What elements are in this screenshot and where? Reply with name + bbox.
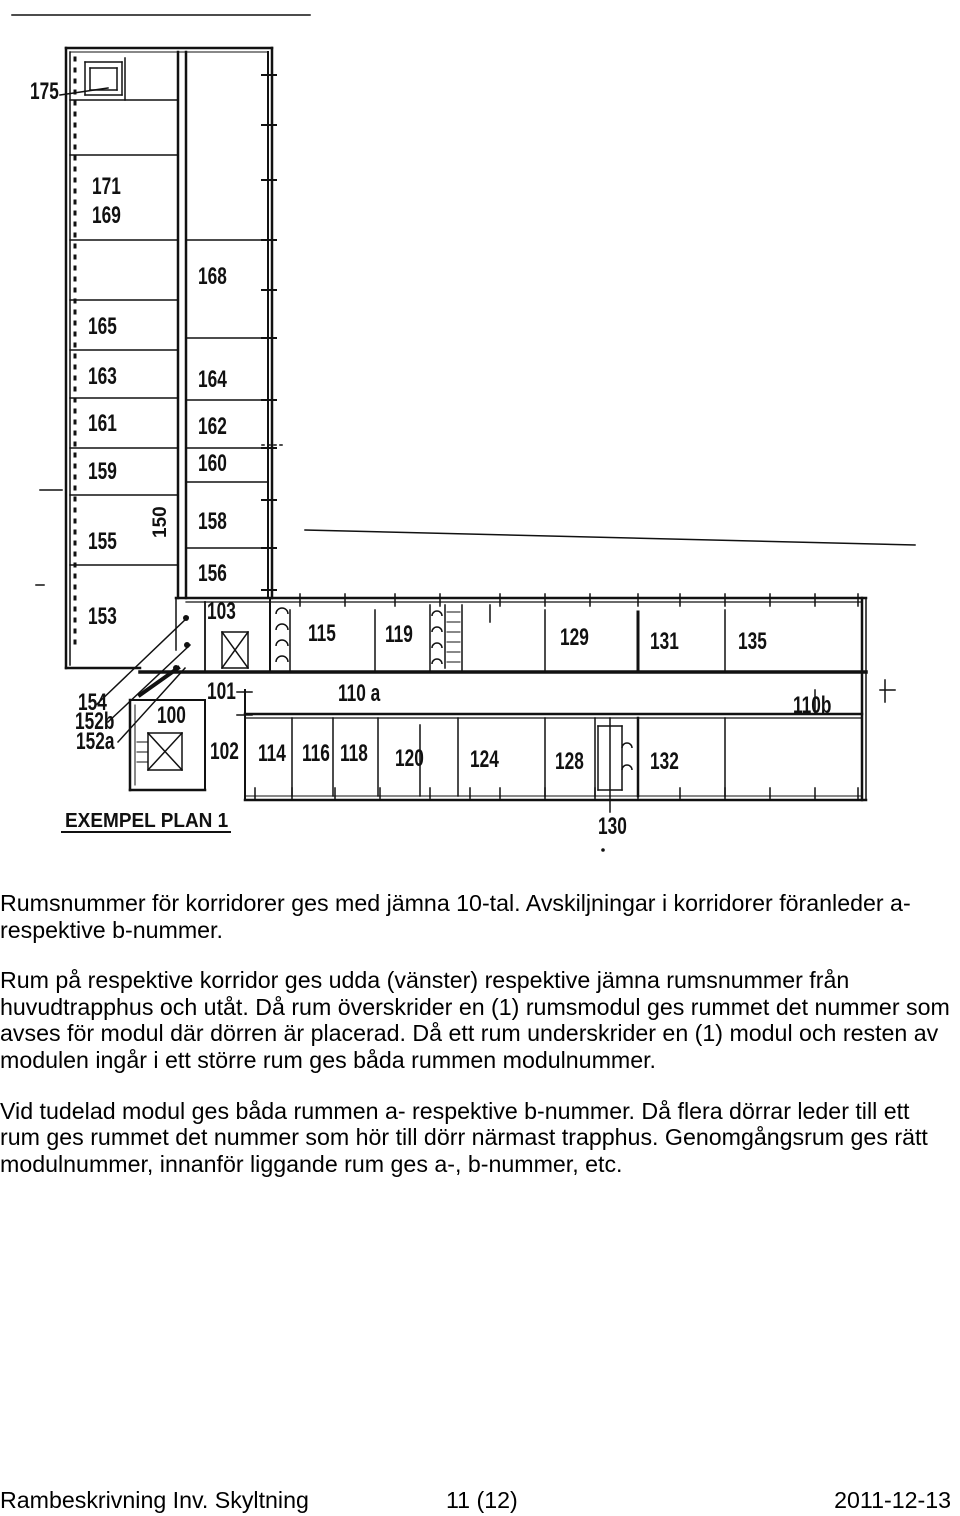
stair-node [173,665,179,671]
room-number-label: 152b [75,708,115,735]
room-number-label: 101 [207,678,236,705]
text-line: respektive b-nummer. [0,916,223,943]
stair-node [183,615,189,621]
room-number-label: 129 [560,624,589,651]
room-number-label: 152a [76,728,115,755]
footer-date: 2011-12-13 [834,1487,951,1513]
text-line: rum ges rummet det nummer som hör till dörr närmast trapphus. Genomgångsrum ges rätt [0,1124,928,1151]
room-number-labels [30,78,831,839]
paragraph-split-module [0,1098,960,1178]
mark-dot [601,848,605,852]
page-footer [0,1487,960,1514]
door-swing-symbol [622,743,632,770]
stair-node [184,642,190,648]
room-number-label: 175 [30,78,59,105]
room-number-label: 100 [157,702,186,729]
paragraph-room-numbering [0,967,960,1073]
room-number-label: 153 [88,603,117,630]
room-number-label: 116 [302,740,330,767]
body-text [0,890,960,1201]
room-number-label: 156 [198,560,227,587]
text-line: modulnummer, innanför liggande rum ges a-, b-nummer, etc. [0,1150,623,1177]
room-number-label: 163 [88,363,117,390]
text-line: modulen ingår i ett större rum ges båda rummen modulnummer. [0,1046,656,1073]
text-line: avses för modul där dörren är placerad. Då ett rum underskrider en (1) modul och resten av [0,1020,939,1047]
room-number-label: 169 [92,202,121,229]
room-number-label: 130 [598,813,627,840]
door-swing-symbol [276,608,288,662]
room-number-label: 161 [88,410,117,437]
room-number-label: 165 [88,313,117,340]
room-number-label: 120 [395,745,424,772]
room-number-label: 114 [258,740,286,767]
room-number-label: 155 [88,528,117,555]
room-number-label: 118 [340,740,368,767]
annotation-line [305,530,915,545]
text-line: huvudtrapphus och utåt. Då rum överskrider en (1) rumsmodul ges rummet det nummer som [0,993,950,1020]
room-number-label: 168 [198,263,227,290]
room-number-label: 103 [207,598,236,625]
room-number-label: 132 [650,748,679,775]
floor-plan-lines [12,15,915,832]
paragraph-corridor-numbering [0,890,960,943]
stair-dots [173,615,605,852]
corridor-number-label: 150 [150,506,171,538]
footer-page-number: 11 (12) [446,1487,518,1513]
room-number-label: 128 [555,748,584,775]
text-line: Rumsnummer för korridorer ges med jämna 10-tal. Avskiljningar i korridorer föranleder a- [0,890,911,916]
room-number-label: 131 [650,628,679,655]
room-number-label: 171 [92,173,121,200]
room-number-label: 115 [308,620,336,647]
room-number-label: 119 [385,621,413,648]
footer-document-title: Rambeskrivning Inv. Skyltning [0,1487,309,1513]
room-number-label: 102 [210,738,239,765]
room-number-label: 164 [198,366,227,393]
plan-title: EXEMPEL PLAN 1 [65,809,229,833]
room-number-label: 159 [88,458,117,485]
door-swing-symbol [432,611,442,664]
corridor-number-label: 110b [793,692,832,719]
room-number-label: 158 [198,508,227,535]
room-number-label: 154 [78,689,107,716]
room-number-label: 160 [198,450,227,477]
corridor-number-label: 110 a [338,680,381,707]
text-line: Rum på respektive korridor ges udda (vänster) respektive jämna rumsnummer från [0,967,850,994]
room-number-label: 162 [198,413,227,440]
room-number-label: 135 [738,628,767,655]
text-line: Vid tudelad modul ges båda rummen a- respektive b-nummer. Då flera dörrar leder till ett [0,1097,910,1124]
room-number-label: 124 [470,746,499,773]
